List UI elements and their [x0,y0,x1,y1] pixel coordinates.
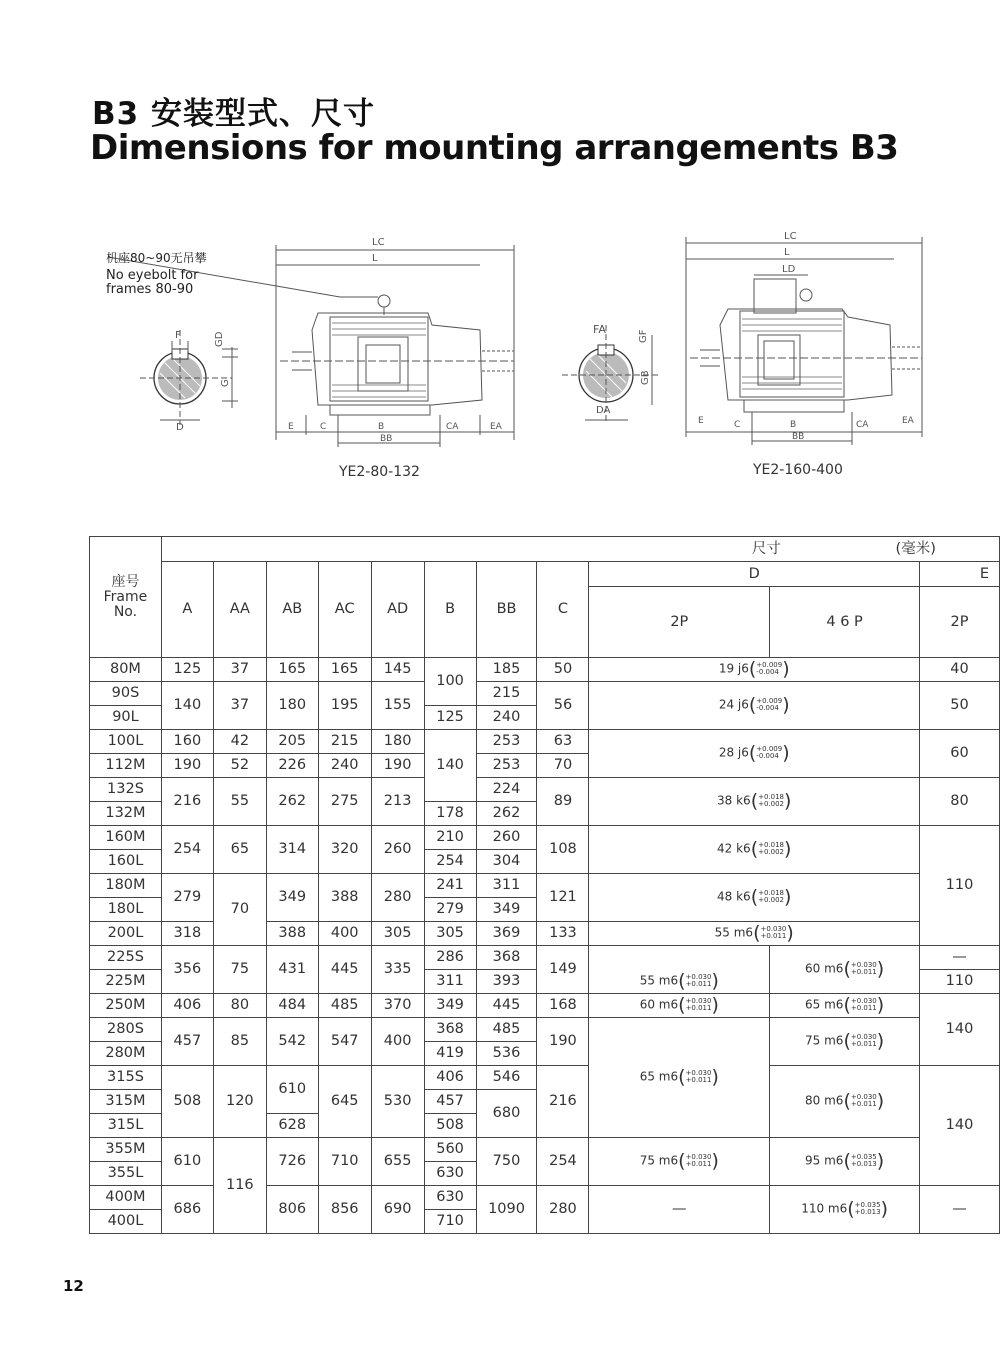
table-row: 132S 216 55 262 275 213 224 89 38 k6(+0.018 +0.002) 80 [90,778,1000,802]
tolerance-lower: -0.004 [756,752,779,761]
label-lc: LC [372,237,385,248]
d-46p-header: 4 6 P [770,587,920,658]
page-title-en: Dimensions for mounting arrangements B3 [90,128,899,168]
d-fit-cell [770,1018,920,1066]
shaft-fit: 55 m6 [639,973,679,988]
tolerance [851,1094,877,1108]
paren-close: ) [711,1150,719,1173]
label-f: F [175,330,181,341]
shaft-fit: 38 k6 [717,793,751,808]
paren-open: ( [753,922,761,945]
d-fit-cell [589,658,920,682]
paren-open: ( [678,970,686,992]
d-fit-cell [589,1138,770,1186]
tolerance [760,926,786,940]
col-d: D [589,562,920,587]
col-a: A [161,562,213,658]
paren-open: ( [750,790,759,813]
tolerance [851,998,877,1012]
paren-close: ) [876,1090,885,1113]
paren-close: ) [711,970,719,992]
label-ea-2: EA [902,416,914,426]
tolerance-upper: +0.030 [850,961,877,970]
tolerance-lower: -0.004 [756,668,779,677]
drawing-caption-1: YE2-80-132 [339,464,420,480]
d-fit-cell [770,1066,920,1138]
col-aa: AA [213,562,266,658]
paren-open: ( [847,1198,855,1221]
table-row: 160L 254 304 [90,850,1000,874]
size-label: 尺寸 [751,540,781,557]
paren-close: ) [782,694,790,717]
paren-close: ) [784,838,792,861]
label-bb: BB [380,434,393,444]
paren-open: ( [748,694,757,717]
shaft-fit: 55 m6 [714,925,754,940]
paren-open: ( [678,994,686,1017]
shaft-fit: 75 m6 [639,1153,679,1168]
tolerance-upper: +0.030 [685,973,712,981]
paren-open: ( [843,1150,851,1173]
paren-close: ) [786,922,794,945]
tolerance-upper: +0.035 [854,1201,881,1210]
tolerance-lower: +0.011 [685,1076,712,1085]
table-row: 250M 406 80 484 485 370 349 445 168 60 m6(+0.030 +0.011) 65 m6(+0.030 +0.011) 140 [90,994,1000,1018]
tolerance [686,998,712,1012]
table-row: 280S 457 85 542 547 400 368 485 190 65 m6(+0.030 +0.011) 75 m6(+0.030 +0.011) [90,1018,1000,1042]
table-row: 225S 356 75 431 445 335 286 368 149 60 m6(+0.030 +0.011) — [90,946,1000,970]
label-l: L [372,253,378,264]
tolerance-upper: +0.030 [850,1093,877,1102]
label-ca: CA [446,422,459,432]
paren-close: ) [876,994,885,1017]
motor-side-view-2 [686,237,922,445]
tolerance [686,1154,712,1168]
table-row: 225M 311 393 55 m6(+0.030 +0.011) 110 [90,970,1000,994]
shaft-fit: 95 m6 [805,1153,844,1168]
tolerance-lower: +0.011 [850,1040,877,1049]
table-row: 280M 419 536 [90,1042,1000,1066]
table-row: 90S 140 37 180 195 155 215 56 24 j6(+0.009 -0.004 ) 50 [90,682,1000,706]
shaft-fit: 110 m6 [801,1201,848,1216]
tolerance [758,794,784,808]
tolerance-upper: +0.009 [756,697,783,706]
paren-open: ( [843,958,851,981]
tolerance [756,746,782,760]
mounting-drawings [0,225,1000,490]
label-ca-2: CA [856,420,869,430]
table-row: 180M 279 70 349 388 280 241 311 121 48 k6(+0.018 +0.002) [90,874,1000,898]
label-fa: FA [593,323,606,336]
table-row: 112M 190 52 226 240 190 253 70 [90,754,1000,778]
d-fit-cell [770,994,920,1018]
tolerance [686,974,712,988]
label-c: C [320,422,327,432]
table-row: 400M 686 806 856 690 630 1090 280 — 110 m6(+0.035 +0.013) — [90,1186,1000,1210]
d-fit-cell [770,946,920,994]
paren-close: ) [711,1066,719,1089]
shaft-fit: 75 m6 [805,1033,844,1048]
label-c-2: C [734,420,741,430]
table-row: 315L 628 508 [90,1114,1000,1138]
tolerance-lower: +0.011 [850,1100,877,1109]
e-2p-header: 2P [920,587,1000,658]
table-row: 132M 178 262 [90,802,1000,826]
tolerance-lower: +0.011 [685,980,712,988]
tolerance-lower: +0.002 [758,896,785,905]
paren-close: ) [880,1198,888,1221]
shaft-fit: 48 k6 [717,889,751,904]
d-fit-cell [770,1138,920,1186]
paren-close: ) [784,886,792,909]
shaft-fit: 65 m6 [805,997,844,1012]
tolerance-upper: +0.030 [850,997,877,1006]
tolerance [855,1202,881,1216]
tolerance-lower: -0.004 [756,704,779,713]
label-ld: LD [782,264,796,275]
label-b: B [378,422,385,432]
paren-open: ( [843,1030,851,1053]
table-row: 315S 508 120 610 645 530 406 546 216 80 m6(+0.030 +0.011) 140 [90,1066,1000,1090]
shaft-fit: 80 m6 [805,1093,844,1108]
table-row: 355L 630 [90,1162,1000,1186]
tolerance [756,662,782,676]
tolerance [756,698,782,712]
table-row: 90L 125 240 [90,706,1000,730]
eyebolt-note-cn: 机座80~90无吊攀 [106,251,207,265]
paren-open: ( [678,1066,686,1089]
frame-header: 座号 Frame No. [90,537,162,658]
tolerance-lower: +0.011 [760,932,787,941]
table-row: 100L 160 42 205 215 180 140 253 63 28 j6(+0.009 -0.004 ) 60 [90,730,1000,754]
tolerance-upper: +0.035 [850,1153,877,1162]
paren-open: ( [750,886,759,909]
page-title-cn: B3 安装型式、尺寸 [92,96,375,132]
table-row: 315M 457 680 [90,1090,1000,1114]
col-ac: AC [318,562,371,658]
paren-close: ) [876,1150,885,1173]
table-row: 400L 710 [90,1210,1000,1234]
eyebolt-note-en-2: frames 80-90 [106,282,194,297]
d-fit-cell [589,730,920,778]
paren-close: ) [711,994,719,1017]
tolerance-upper: +0.030 [685,1069,712,1078]
paren-close: ) [876,958,885,981]
tolerance-upper: +0.030 [685,997,712,1006]
tolerance-lower: +0.011 [850,968,877,977]
col-ab: AB [266,562,318,658]
unit-label: (毫米) [895,540,936,557]
tolerance-upper: +0.030 [685,1153,712,1162]
table-row: 200L 318 388 400 305 305 369 133 55 m6(+0.030 +0.011) [90,922,1000,946]
eyebolt-note-en-1: No eyebolt for [106,268,199,283]
tolerance-lower: +0.002 [758,800,785,809]
table-row: 160M 254 65 314 320 260 210 260 108 42 k6(+0.018 +0.002) 110 [90,826,1000,850]
drawing-caption-2: YE2-160-400 [753,462,843,478]
label-e: E [288,422,294,432]
label-ea: EA [490,422,502,432]
d-2p-header: 2P [589,587,770,658]
label-gb: GB [640,370,651,385]
d-fit-cell [589,994,770,1018]
label-e-2: E [698,416,704,426]
tolerance-lower: +0.013 [854,1208,881,1217]
label-gd: GD [214,331,225,347]
shaft-fit: 19 j6 [718,661,749,676]
col-ad: AD [371,562,424,658]
shaft-fit: 60 m6 [805,961,844,976]
tolerance [758,890,784,904]
tolerance [758,842,784,856]
tolerance [851,1154,877,1168]
d-fit-cell [589,682,920,730]
page-number: 12 [63,1277,84,1295]
tolerance-upper: +0.030 [760,925,787,934]
d-fit-cell [589,874,920,922]
paren-open: ( [748,742,757,765]
label-d: D [176,422,184,433]
tolerance-upper: +0.009 [756,661,783,670]
paren-open: ( [678,1150,686,1173]
col-b: B [424,562,476,658]
tolerance-lower: +0.011 [685,1160,712,1169]
tolerance-upper: +0.018 [758,841,785,850]
shaft-fit: 28 j6 [718,745,749,760]
tolerance-upper: +0.018 [758,793,785,802]
paren-close: ) [782,658,790,681]
d-fit-cell [589,826,920,874]
label-b-2: B [790,420,797,430]
paren-close: ) [782,742,790,765]
paren-open: ( [843,1090,851,1113]
label-g: G [220,379,231,387]
table-row: 355M 610 116 726 710 655 560 750 254 75 m6(+0.030 +0.011) 95 m6(+0.035 +0.013) [90,1138,1000,1162]
tolerance [686,1070,712,1084]
tolerance [851,1034,877,1048]
tolerance-lower: +0.013 [850,1160,877,1169]
paren-open: ( [843,994,851,1017]
paren-close: ) [876,1030,885,1053]
shaft-fit: 24 j6 [718,697,749,712]
table-row: 180L 279 349 [90,898,1000,922]
shaft-fit: 60 m6 [639,997,679,1012]
d-fit-cell [589,778,920,826]
col-c: C [537,562,589,658]
label-bb-2: BB [792,432,805,442]
d-fit-cell [589,1018,770,1138]
shaft-fit: 42 k6 [717,841,751,856]
d-fit-cell [589,922,920,946]
tolerance [851,962,877,976]
paren-open: ( [748,658,757,681]
paren-open: ( [750,838,759,861]
tolerance-lower: +0.011 [850,1004,877,1013]
table-row: 80M 125 37 165 165 145 100 185 50 19 j6(+0.009 -0.004 ) 40 [90,658,1000,682]
tolerance-lower: +0.002 [758,848,785,857]
tolerance-upper: +0.018 [758,889,785,898]
label-lc-2: LC [784,231,797,242]
col-e: E [920,562,1000,587]
tolerance-upper: +0.030 [850,1033,877,1042]
d-fit-cell [589,970,770,994]
label-gf: GF [638,329,649,343]
paren-close: ) [784,790,792,813]
d-fit-cell [770,1186,920,1234]
tolerance-lower: +0.011 [685,1004,712,1013]
col-bb: BB [476,562,537,658]
shaft-fit: 65 m6 [639,1069,679,1084]
dimensions-table [89,536,1000,1234]
label-da: DA [596,405,611,416]
tolerance-upper: +0.009 [756,745,783,754]
label-l-2: L [784,247,790,258]
